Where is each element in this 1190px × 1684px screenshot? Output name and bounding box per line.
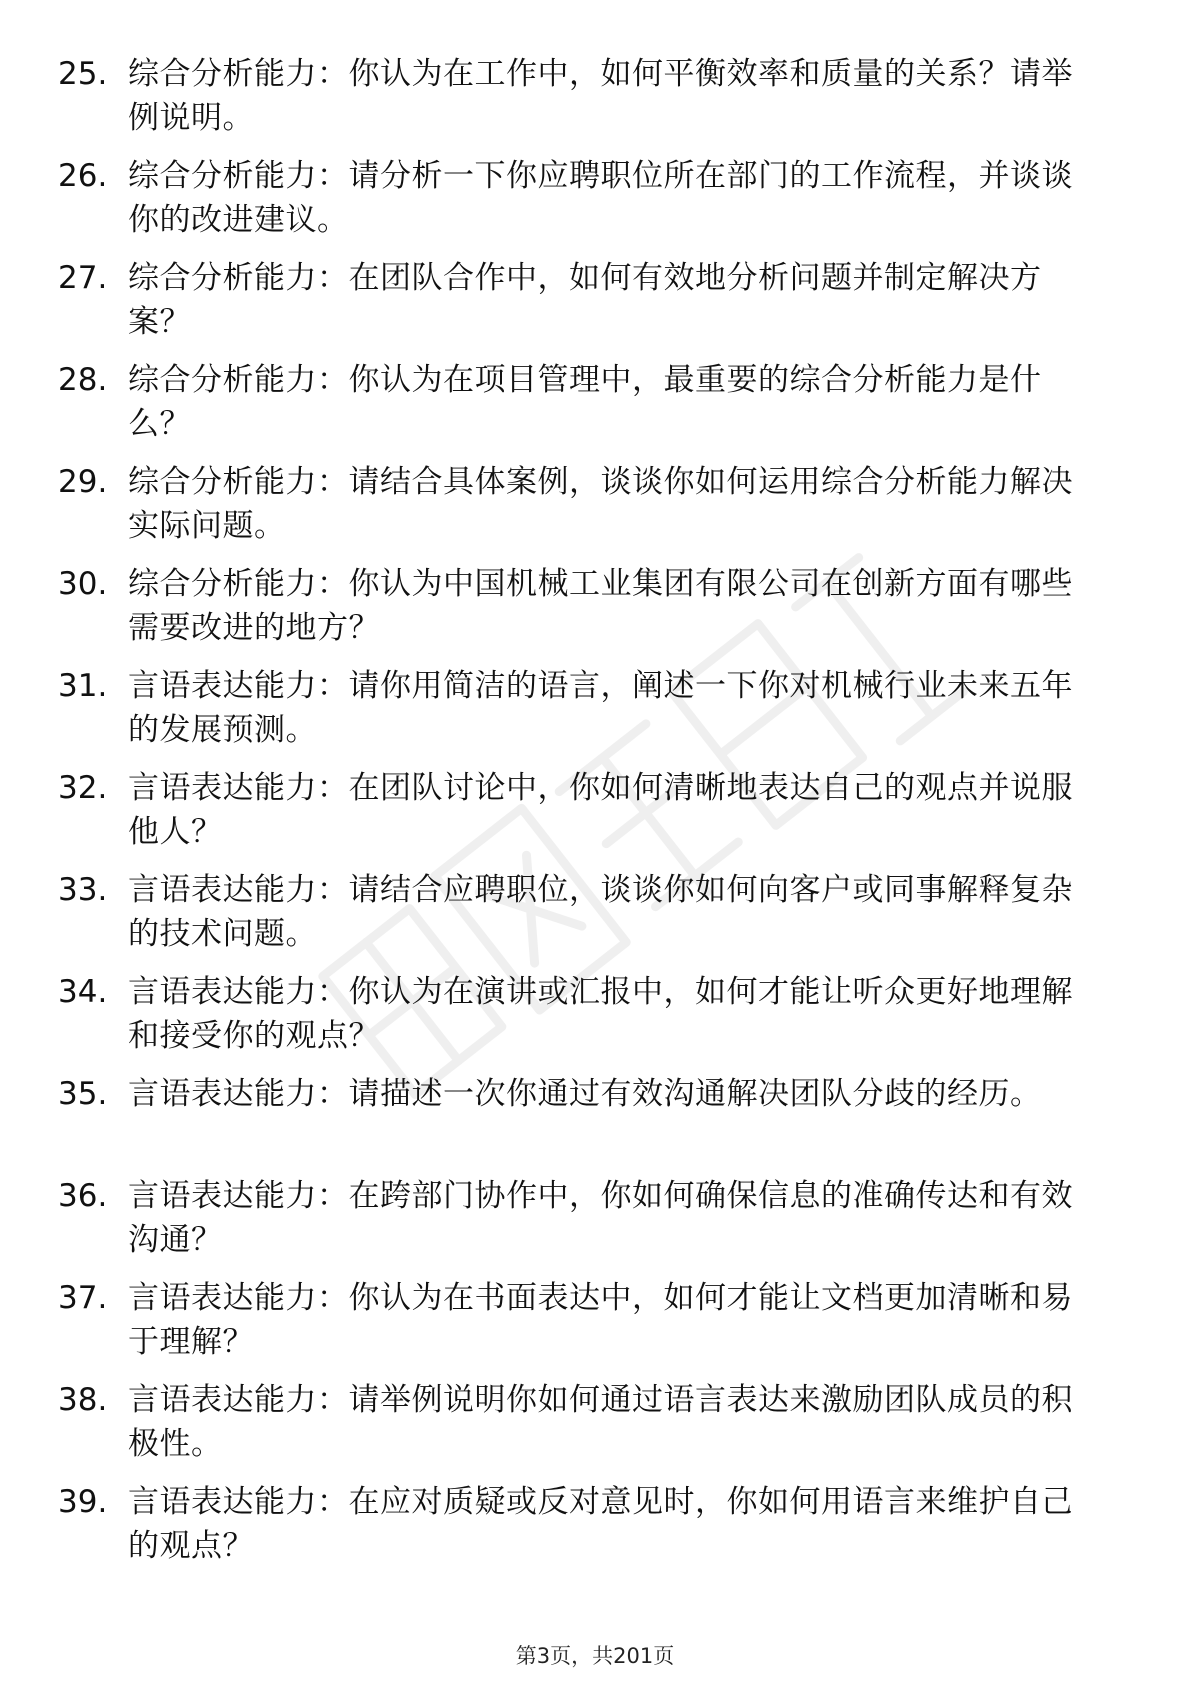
list-item	[58, 1072, 1138, 1160]
question-number: 37.	[58, 1280, 108, 1316]
question-text: 综合分析能力：请分析一下你应聘职位所在部门的工作流程，并谈谈你的改进建议。	[128, 158, 1073, 238]
list-item	[58, 1174, 1138, 1262]
question-text: 言语表达能力：请描述一次你通过有效沟通解决团队分歧的经历。	[128, 1076, 1042, 1112]
question-text: 言语表达能力：在跨部门协作中，你如何确保信息的准确传达和有效沟通？	[128, 1178, 1073, 1258]
question-text: 言语表达能力：你认为在演讲或汇报中，如何才能让听众更好地理解和接受你的观点？	[128, 974, 1073, 1054]
question-text: 综合分析能力：你认为在项目管理中，最重要的综合分析能力是什么？	[128, 362, 1042, 442]
list-item	[58, 154, 1138, 242]
list-item	[58, 868, 1138, 956]
question-list	[58, 52, 1138, 1582]
list-item	[58, 256, 1138, 344]
question-number: 34.	[58, 974, 108, 1010]
question-number: 25.	[58, 56, 108, 92]
page-footer: 第3页，共201页	[515, 1644, 675, 1668]
question-text: 综合分析能力：在团队合作中，如何有效地分析问题并制定解决方案？	[128, 260, 1042, 340]
question-number: 36.	[58, 1178, 108, 1214]
question-text: 言语表达能力：在团队讨论中，你如何清晰地表达自己的观点并说服他人？	[128, 770, 1073, 850]
question-text: 综合分析能力：你认为中国机械工业集团有限公司在创新方面有哪些需要改进的地方？	[128, 566, 1073, 646]
question-number: 29.	[58, 464, 108, 500]
question-number: 32.	[58, 770, 108, 806]
question-text: 综合分析能力：请结合具体案例，谈谈你如何运用综合分析能力解决实际问题。	[128, 464, 1073, 544]
question-number: 30.	[58, 566, 108, 602]
question-number: 39.	[58, 1484, 108, 1520]
question-number: 27.	[58, 260, 108, 296]
question-text: 言语表达能力：请你用简洁的语言，阐述一下你对机械行业未来五年的发展预测。	[128, 668, 1073, 748]
question-text: 言语表达能力：请结合应聘职位，谈谈你如何向客户或同事解释复杂的技术问题。	[128, 872, 1073, 952]
question-number: 33.	[58, 872, 108, 908]
question-number: 26.	[58, 158, 108, 194]
question-text: 言语表达能力：你认为在书面表达中，如何才能让文档更加清晰和易于理解？	[128, 1280, 1073, 1360]
list-item	[58, 52, 1138, 140]
question-number: 28.	[58, 362, 108, 398]
question-text: 言语表达能力：请举例说明你如何通过语言表达来激励团队成员的积极性。	[128, 1382, 1073, 1462]
list-item	[58, 766, 1138, 854]
question-number: 31.	[58, 668, 108, 704]
list-item	[58, 1378, 1138, 1466]
list-item	[58, 358, 1138, 446]
question-text: 言语表达能力：在应对质疑或反对意见时，你如何用语言来维护自己的观点？	[128, 1484, 1073, 1564]
question-number: 38.	[58, 1382, 108, 1418]
question-number: 35.	[58, 1076, 108, 1112]
list-item	[58, 1276, 1138, 1364]
list-item	[58, 562, 1138, 650]
list-item	[58, 970, 1138, 1058]
question-text: 综合分析能力：你认为在工作中，如何平衡效率和质量的关系？请举例说明。	[128, 56, 1073, 136]
list-item	[58, 460, 1138, 548]
list-item	[58, 664, 1138, 752]
list-item	[58, 1480, 1138, 1568]
